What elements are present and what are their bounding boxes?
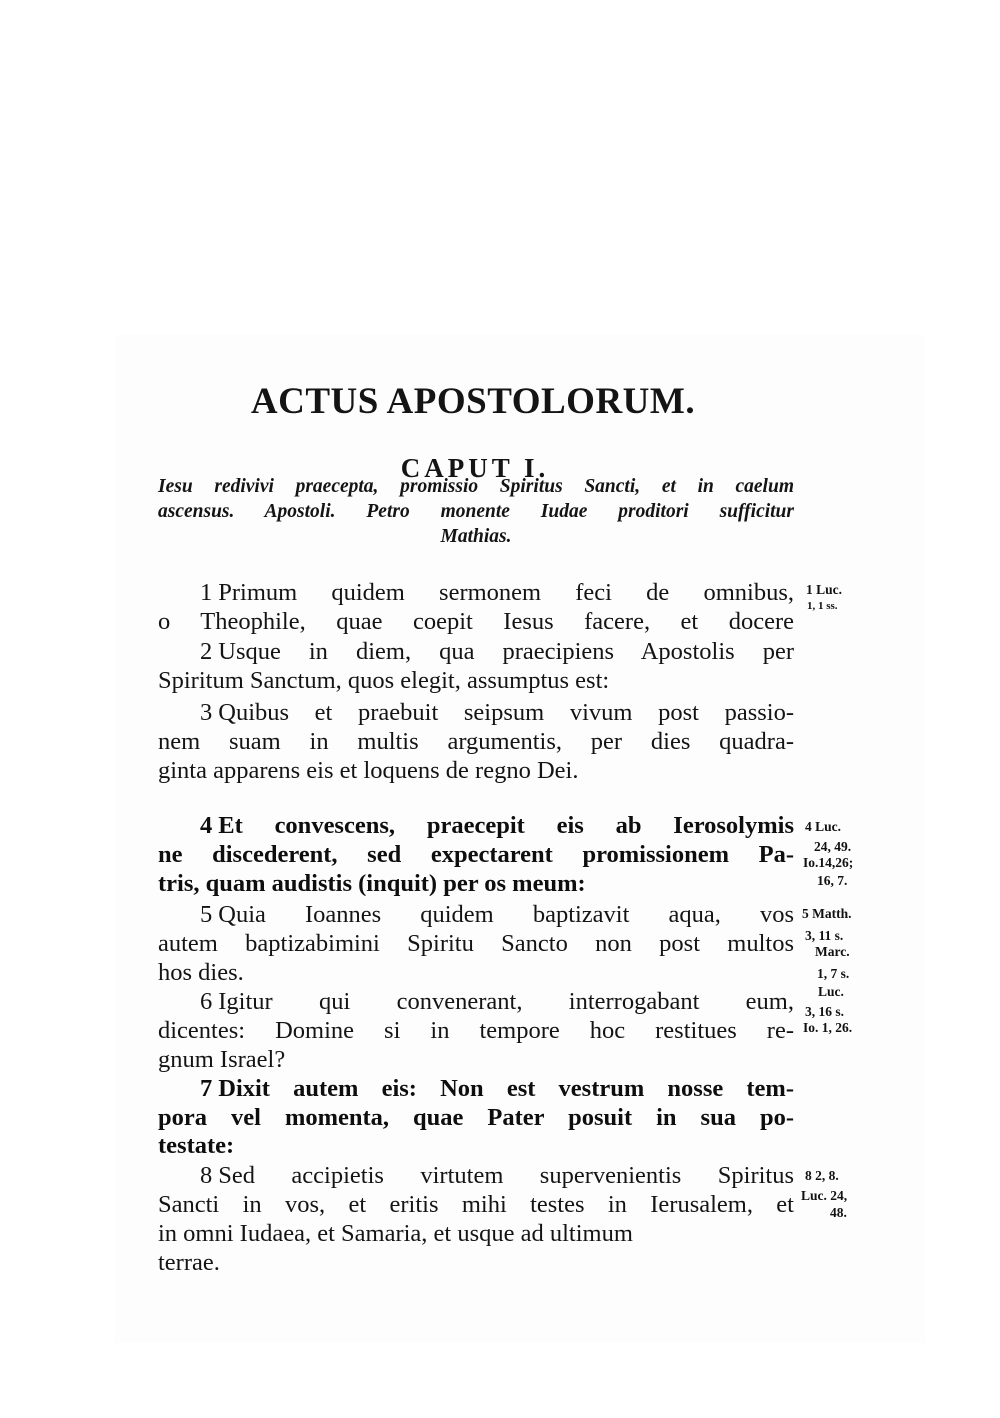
verse-4-line-1: 4 Et convescens, praecepit eis ab Ierosolymis — [200, 812, 794, 839]
verse-1-line-2: o Theophile, quae coepit Iesus facere, et docere — [158, 608, 794, 635]
verse-number: 5 — [200, 901, 213, 928]
margin-note-5-line-3: Marc. — [815, 944, 850, 959]
verse-number: 6 — [200, 988, 213, 1015]
summary-line: Mathias. — [440, 526, 512, 547]
margin-note-4-line-2: 24, 49. — [814, 839, 852, 854]
margin-note-5-line-1: 5 Matth. — [802, 906, 852, 921]
margin-note-8-line-3: 48. — [830, 1205, 847, 1220]
chapter-heading: CAPUT I. — [400, 453, 550, 484]
verse-8-line-3: in omni Iudaea, et Samaria, et usque ad ultimum — [158, 1220, 633, 1247]
verse-4-line-3: tris, quam audistis (inquit) per os meum: — [158, 870, 586, 897]
verse-3-line-3: ginta apparens eis et loquens de regno Dei. — [158, 757, 579, 784]
margin-note-8-line-2: Luc. 24, — [801, 1188, 848, 1203]
verse-8-line-1: 8 Sed accipietis virtutem supervenientis Spiritus — [200, 1162, 794, 1189]
verse-number: 3 — [200, 699, 213, 726]
verse-number: 1 — [200, 579, 213, 606]
verse-5-line-2: autem baptizabimini Spiritu Sancto non post multos — [158, 930, 794, 957]
summary-line: ascensus. Apostoli. Petro monente Iudae proditori sufficitur — [158, 501, 794, 522]
verse-6-line-3: gnum Israel? — [158, 1046, 286, 1073]
chapter-summary — [158, 474, 794, 549]
margin-note-4-line-1: 4 Luc. — [805, 819, 842, 834]
verse-5-line-3: hos dies. — [158, 959, 244, 986]
margin-note-5-line-5: Luc. — [818, 984, 844, 999]
margin-note-4-line-4: 16, 7. — [817, 873, 848, 888]
verse-4-line-2: ne discederent, sed expectarent promissionem Pa- — [158, 841, 794, 868]
book-title: ACTUS APOSTOLORUM. — [250, 380, 696, 422]
verse-2-line-2: Spiritum Sanctum, quos elegit, assumptus est: — [158, 667, 610, 694]
verse-2-line-1: 2 Usque in diem, qua praecipiens Apostolis per — [200, 638, 794, 665]
margin-note-1-line-1: 1 Luc. — [806, 582, 843, 597]
verse-5-line-1: 5 Quia Ioannes quidem baptizavit aqua, vos — [200, 901, 794, 928]
verse-number: 2 — [200, 638, 213, 665]
verse-number: 7 — [200, 1075, 213, 1102]
verse-7-line-1: 7 Dixit autem eis: Non est vestrum nosse tem- — [200, 1075, 794, 1102]
verse-6-line-1: 6 Igitur qui convenerant, interrogabant eum, — [200, 988, 794, 1015]
margin-note-1-line-2: 1, 1 ss. — [807, 600, 838, 612]
margin-note-8-line-1: 8 2, 8. — [805, 1168, 839, 1183]
verse-7-line-3: testate: — [158, 1132, 235, 1159]
margin-note-5-line-6: 3, 16 s. — [805, 1004, 845, 1019]
summary-line: Iesu redivivi praecepta, promissio Spiritus Sancti, et in caelum — [158, 476, 794, 497]
verse-8-line-2: Sancti in vos, et eritis mihi testes in Ierusalem, et — [158, 1191, 794, 1218]
verse-number: 4 — [200, 812, 213, 839]
verse-3-line-2: nem suam in multis argumentis, per dies quadra- — [158, 728, 794, 755]
verse-1-line-1: 1 Primum quidem sermonem feci de omnibus, — [200, 579, 794, 606]
margin-note-5-line-2: 3, 11 s. — [805, 928, 844, 943]
verse-number: 8 — [200, 1162, 213, 1189]
margin-note-5-line-7: Io. 1, 26. — [803, 1020, 853, 1035]
margin-note-4-line-3: Io.14,26; — [803, 855, 854, 870]
margin-note-5-line-4: 1, 7 s. — [817, 966, 850, 981]
verse-8-line-4: terrae. — [158, 1249, 220, 1276]
verse-6-line-2: dicentes: Domine si in tempore hoc restitues re- — [158, 1017, 794, 1044]
verse-3-line-1: 3 Quibus et praebuit seipsum vivum post passio- — [200, 699, 794, 726]
verse-7-line-2: pora vel momenta, quae Pater posuit in sua po- — [158, 1104, 794, 1131]
